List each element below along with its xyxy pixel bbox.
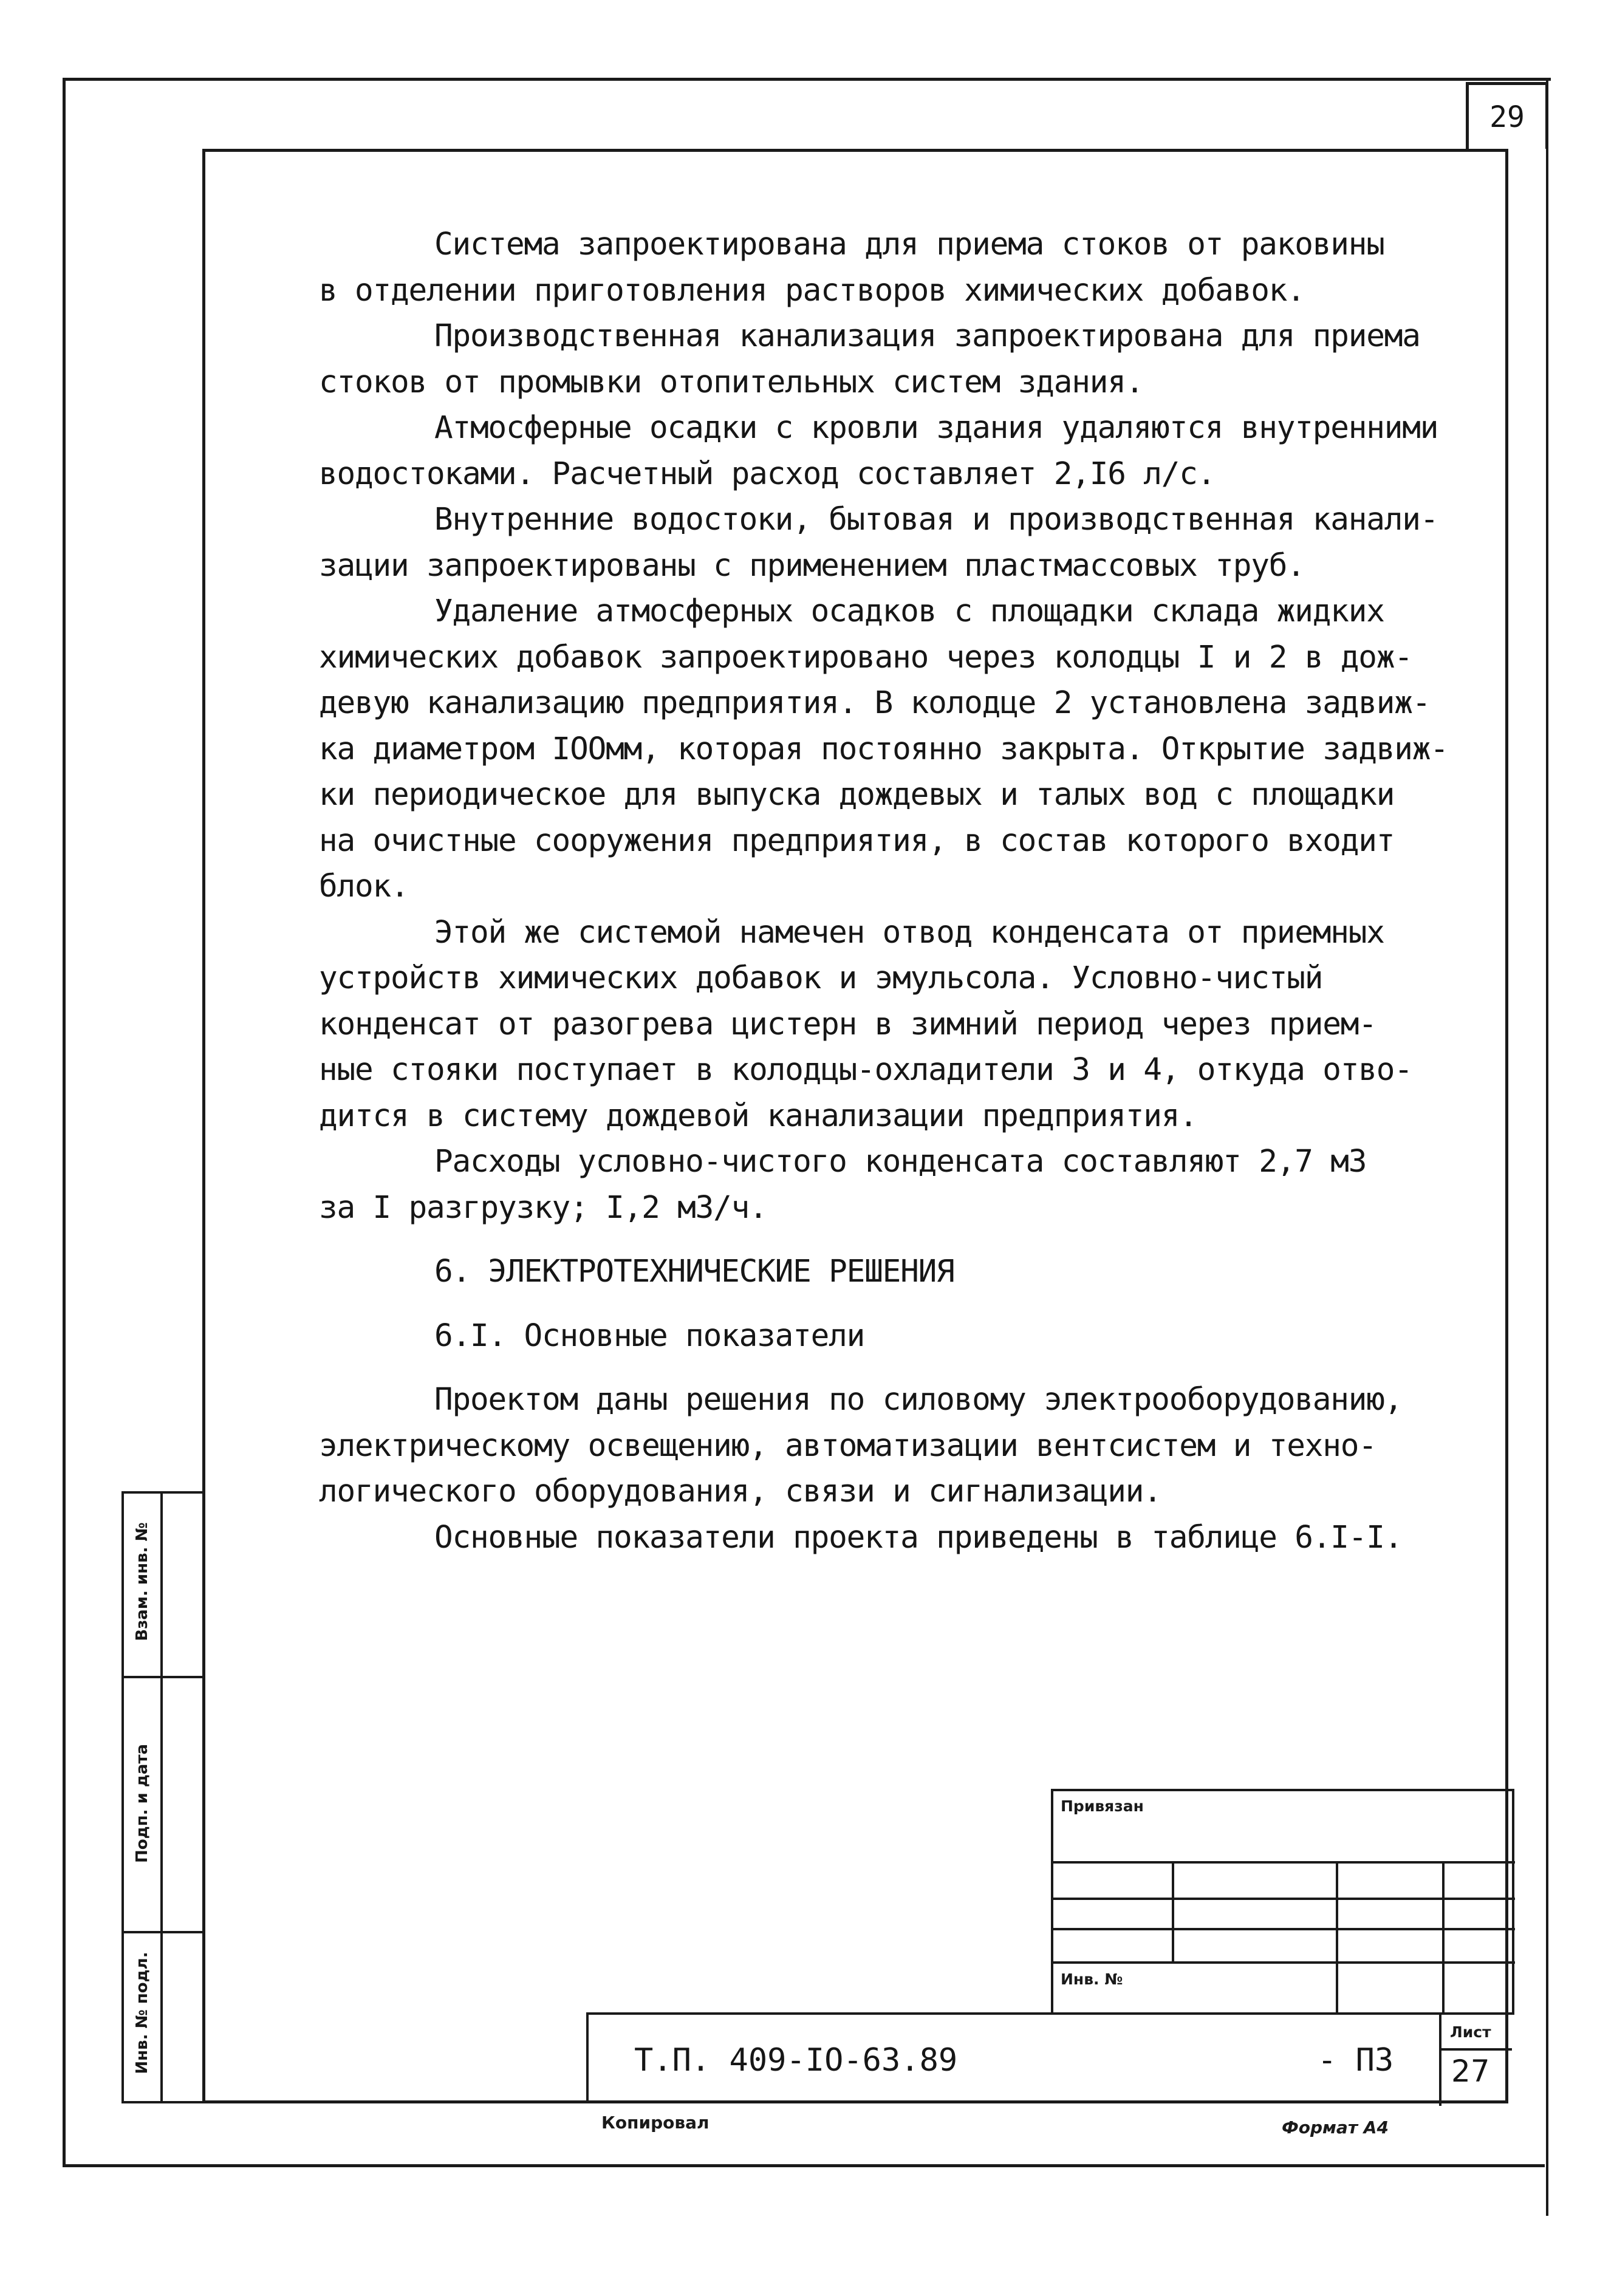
text-line: Атмосферные осадки с кровли здания удаляются внутренними — [434, 410, 1438, 446]
text-line: ки периодическое для выпуска дождевых и талых вод с площадки — [319, 777, 1395, 813]
text-line: Проектом даны решения по силовому электрооборудованию, — [434, 1382, 1403, 1418]
text-line: дится в систему дождевой канализации предприятия. — [319, 1098, 1197, 1134]
margin-label-inv-podl: Инв. № подл. — [133, 1952, 151, 2074]
text-line: блок. — [319, 869, 409, 904]
page-number-box — [1466, 82, 1548, 149]
inner-frame-top — [202, 149, 1507, 152]
text-line: девую канализацию предприятия. В колодце 2 установлена задвиж- — [319, 685, 1431, 721]
paragraph-5 — [319, 589, 1510, 910]
text-line: Основные показатели проекта приведены в таблице 6.I-I. — [434, 1519, 1403, 1556]
margin-label-vzam-inv: Взам. инв. № — [133, 1522, 151, 1641]
text-line: Система запроектирована для приема стоков от раковины — [434, 227, 1384, 262]
page-number: 29 — [1489, 100, 1525, 134]
copied-label: Копировал — [601, 2113, 710, 2133]
text-line: за I разгрузку; I,2 м3/ч. — [319, 1189, 767, 1226]
inv-no-label: Инв. № — [1061, 1970, 1123, 1988]
text-line: химических добавок запроектировано через колодцы I и 2 в дож- — [319, 639, 1412, 675]
document-suffix: - ПЗ — [1318, 2042, 1394, 2079]
paragraph-2 — [319, 313, 1510, 405]
sheet-label: Лист — [1450, 2023, 1491, 2041]
text-line: Внутренние водостоки, бытовая и производственная канали- — [434, 502, 1438, 538]
title-block — [586, 2012, 1514, 2103]
text-line: на очистные сооружения предприятия, в состав которого входит — [319, 822, 1395, 859]
section-heading: 6. ЭЛЕКТРОТЕХНИЧЕСКИЕ РЕШЕНИЯ — [434, 1254, 954, 1290]
outer-frame-left — [63, 78, 66, 2167]
document-body — [319, 222, 1510, 1560]
text-line: устройств химических добавок и эмульсола. Условно-чистый — [319, 960, 1323, 996]
binding-stamp — [1051, 1789, 1514, 2012]
document-code: Т.П. 409-IO-63.89 — [634, 2042, 958, 2079]
sheet-number: 27 — [1451, 2054, 1490, 2089]
text-line: водостоками. Расчетный расход составляет 2,I6 л/с. — [319, 456, 1216, 492]
margin-stamp — [121, 1491, 205, 2103]
outer-frame-top — [63, 78, 1551, 81]
text-line: электрическому освещению, автоматизации вентсистем и техно- — [319, 1427, 1376, 1464]
text-line: ные стояки поступает в колодцы-охладители 3 и 4, откуда отво- — [319, 1052, 1412, 1088]
paragraph-1 — [319, 222, 1510, 313]
text-line: стоков от промывки отопительных систем здания. — [319, 364, 1144, 400]
paragraph-8 — [319, 1377, 1510, 1515]
text-line: Этой же системой намечен отвод конденсата от приемных — [434, 914, 1384, 951]
subsection-heading: 6.I. Основные показатели — [434, 1317, 865, 1354]
margin-label-podp-data: Подп. и дата — [133, 1744, 151, 1863]
paragraph-6 — [319, 910, 1510, 1139]
right-edge-rule — [1546, 78, 1548, 2216]
text-line: Расходы условно-чистого конденсата составляют 2,7 м3 — [434, 1144, 1367, 1180]
format-label: Формат А4 — [1282, 2117, 1389, 2137]
text-line: в отделении приготовления растворов химических добавок. — [319, 272, 1305, 309]
text-line: конденсат от разогрева цистерн в зимний период через прием- — [319, 1006, 1376, 1042]
text-line: Удаление атмосферных осадков с площадки склада жидких — [434, 593, 1384, 629]
text-line: Производственная канализация запроектирована для приема — [434, 318, 1420, 354]
outer-frame-bottom — [63, 2164, 1545, 2167]
text-line: зации запроектированы с применением пластмассовых труб. — [319, 547, 1305, 584]
paragraph-3 — [319, 405, 1510, 497]
paragraph-7 — [319, 1139, 1510, 1231]
text-line: ка диаметром IOOмм, которая постоянно закрыта. Открытие задвиж- — [319, 731, 1448, 767]
paragraph-4 — [319, 497, 1510, 589]
privyazan-label: Привязан — [1061, 1797, 1144, 1815]
paragraph-9 — [319, 1515, 1510, 1561]
text-line: логического оборудования, связи и сигнализации. — [319, 1474, 1161, 1509]
